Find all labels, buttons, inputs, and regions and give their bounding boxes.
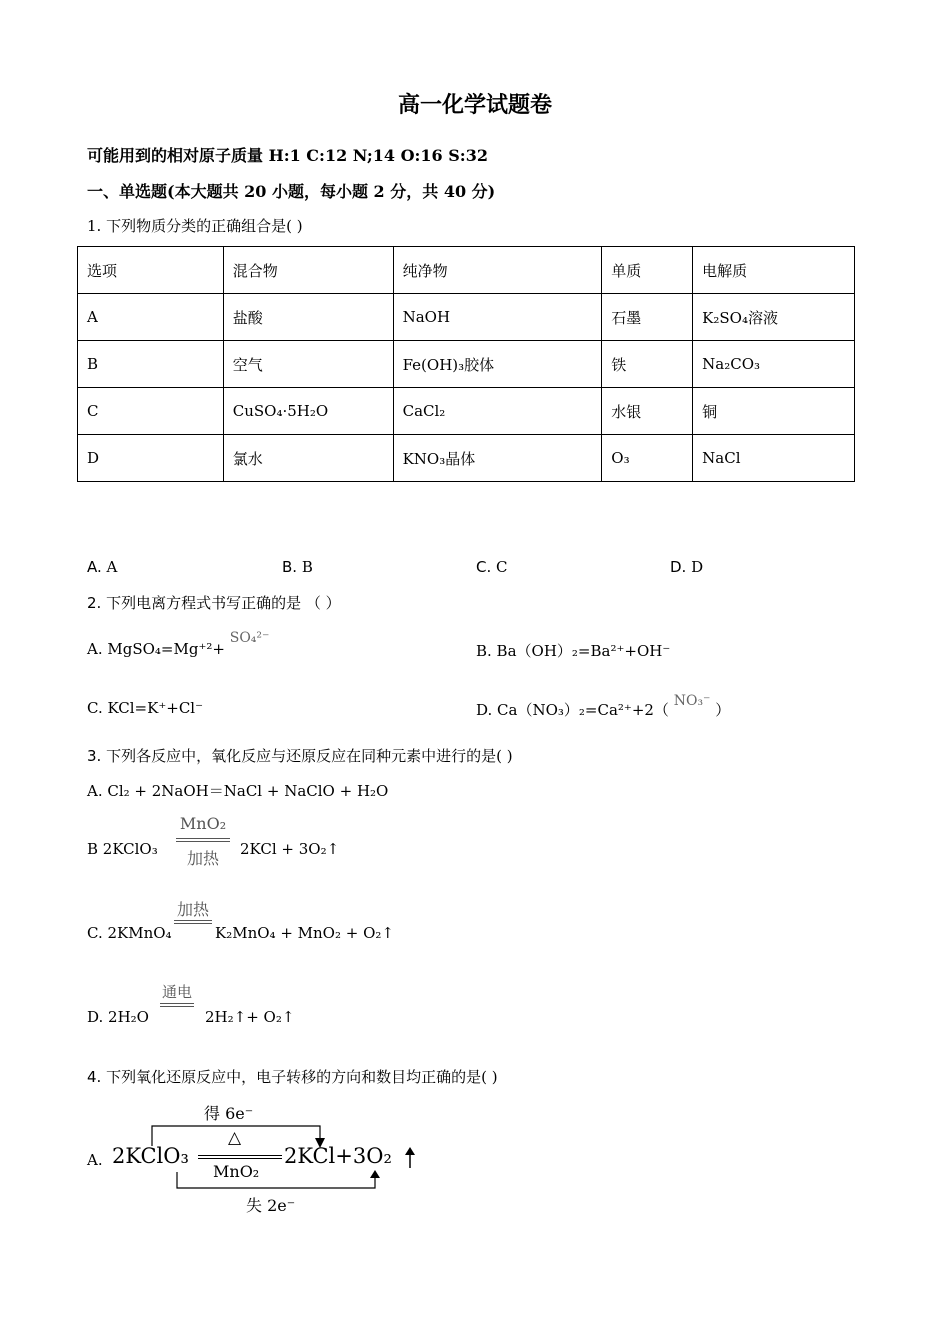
q3-b-condition-bottom: 加热 [186, 849, 219, 868]
q4-condition-top: △ [228, 1128, 242, 1148]
q4-option-a-label[interactable]: A. [87, 1151, 103, 1169]
question-number: 4. [87, 1068, 102, 1086]
option-text: A. MgSO₄=Mg⁺²+ [87, 640, 225, 658]
q2-option-b[interactable]: B. Ba（OH）₂=Ba²⁺+OH⁻ [476, 642, 671, 660]
section-heading: 一、单选题(本大题共 20 小题，每小题 2 分，共 40 分) [87, 182, 496, 201]
question-number: 3. [87, 747, 102, 765]
q1-option-b[interactable] [282, 558, 313, 576]
table-cell: CaCl₂ [393, 388, 602, 435]
table-cell: D [78, 435, 224, 482]
table-cell: Fe(OH)₃胶体 [393, 341, 602, 388]
equals-sign [174, 920, 212, 924]
q2-option-d[interactable] [476, 693, 731, 720]
question-text: 下列氧化还原反应中，电子转移的方向和数目均正确的是( ) [106, 1068, 498, 1086]
q3-option-d-right: 2H₂↑+ O₂↑ [205, 1008, 295, 1026]
table-cell: 铁 [602, 341, 693, 388]
question-number: 2. [87, 594, 102, 612]
table-cell: Na₂CO₃ [693, 341, 855, 388]
q2-option-c[interactable]: C. KCl=K⁺+Cl⁻ [87, 699, 204, 717]
table-cell: O₃ [602, 435, 693, 482]
option-text: A [106, 558, 118, 576]
q2-option-a[interactable] [87, 630, 270, 658]
q3-option-c-left[interactable]: C. 2KMnO₄ [87, 924, 172, 942]
table-row [78, 388, 855, 435]
q4-stem [87, 1066, 498, 1087]
table-cell: 盐酸 [223, 294, 393, 341]
q1-option-a[interactable] [87, 558, 117, 576]
page-title: 高一化学试题卷 [397, 92, 552, 118]
table-header-row [78, 247, 855, 294]
table-header: 电解质 [693, 247, 855, 294]
atomic-masses: 可能用到的相对原子质量 H:1 C:12 N;14 O:16 S:32 [87, 146, 488, 165]
electron-loss-label: 失 2e⁻ [246, 1196, 296, 1215]
q1-option-c[interactable] [476, 558, 508, 576]
q3-option-d-left[interactable]: D. 2H₂O [87, 1008, 149, 1026]
q3-option-b-left[interactable]: B 2KClO₃ [87, 840, 158, 858]
table-cell: NaCl [693, 435, 855, 482]
table-cell: CuSO₄·5H₂O [223, 388, 393, 435]
option-text: D [691, 558, 704, 576]
q4-product: 2KCl+3O₂ [284, 1144, 392, 1168]
table-cell: NaOH [393, 294, 602, 341]
q1-table [77, 246, 855, 482]
table-cell: C [78, 388, 224, 435]
table-cell: 水银 [602, 388, 693, 435]
question-text: 下列电离方程式书写正确的是 （ ） [106, 594, 341, 612]
table-cell: 石墨 [602, 294, 693, 341]
option-label: A. [87, 558, 102, 576]
q2-stem [87, 592, 341, 613]
table-cell: 铜 [693, 388, 855, 435]
nitrate-ion: NO₃⁻ [673, 693, 711, 709]
q3-option-b-right: 2KCl + 3O₂↑ [240, 840, 340, 858]
loss-arrow-icon [165, 1170, 385, 1192]
q3-c-condition-top: 加热 [176, 900, 209, 919]
q3-b-condition-top: MnO₂ [179, 814, 227, 833]
q3-option-a[interactable]: A. Cl₂ + 2NaOH＝NaCl + NaClO + H₂O [87, 782, 389, 800]
table-header: 纯净物 [393, 247, 602, 294]
table-row [78, 435, 855, 482]
table-cell: KNO₃晶体 [393, 435, 602, 482]
q3-stem [87, 745, 513, 766]
table-row [78, 294, 855, 341]
q1-option-d[interactable] [670, 558, 703, 576]
option-text: B [301, 558, 313, 576]
table-cell: 氯水 [223, 435, 393, 482]
table-cell: 空气 [223, 341, 393, 388]
option-label: C. [476, 558, 492, 576]
option-text-close: ） [715, 701, 731, 719]
electron-gain-label: 得 6e⁻ [204, 1104, 254, 1123]
gas-arrow-icon [402, 1146, 418, 1170]
q4-reactant: 2KClO₃ [112, 1144, 189, 1168]
option-text: C [496, 558, 508, 576]
question-text: 下列各反应中，氧化反应与还原反应在同种元素中进行的是( ) [106, 747, 513, 765]
table-row [78, 341, 855, 388]
table-cell: B [78, 341, 224, 388]
table-header: 单质 [602, 247, 693, 294]
option-label: D. [670, 558, 687, 576]
q1-stem: 1. 下列物质分类的正确组合是( ) [87, 217, 303, 235]
equals-sign [176, 838, 230, 842]
equals-sign [198, 1155, 282, 1159]
option-label: B. [282, 558, 298, 576]
q3-d-condition-top: 通电 [161, 983, 192, 1001]
q3-option-c-right: K₂MnO₄ + MnO₂ + O₂↑ [215, 924, 394, 942]
q4-condition-bottom: MnO₂ [213, 1162, 260, 1181]
table-cell: A [78, 294, 224, 341]
sulfate-ion: SO₄²⁻ [229, 630, 270, 646]
table-header: 选项 [78, 247, 224, 294]
equals-sign [160, 1003, 194, 1007]
table-cell: K₂SO₄溶液 [693, 294, 855, 341]
table-header: 混合物 [223, 247, 393, 294]
option-text: D. Ca（NO₃）₂=Ca²⁺+2（ [476, 701, 669, 719]
